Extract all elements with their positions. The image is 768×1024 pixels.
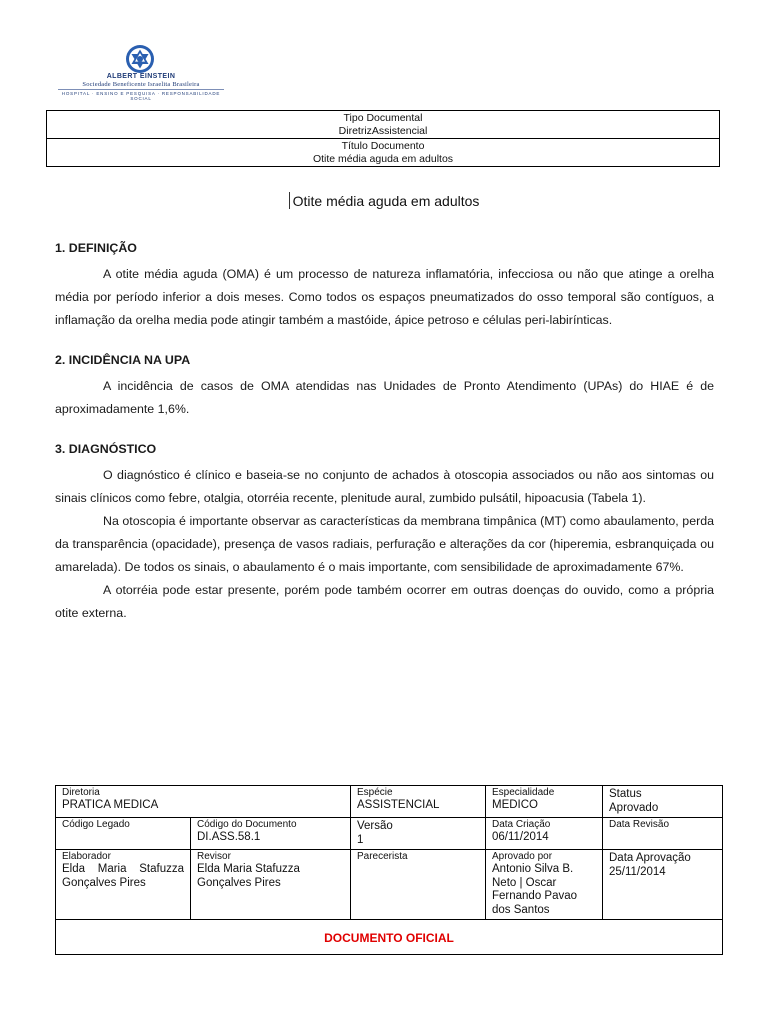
versao-label: Versão xyxy=(357,820,393,832)
aprovado-por-label: Aprovado por xyxy=(492,851,553,862)
revisor-value: Elda Maria Stafuzza Gonçalves Pires xyxy=(197,863,300,889)
elaborador-label: Elaborador xyxy=(62,851,111,862)
data-criacao-value: 06/11/2014 xyxy=(492,831,549,843)
revisor-cell xyxy=(191,850,351,920)
data-revisao-label: Data Revisão xyxy=(609,819,670,830)
status-label: Status xyxy=(609,788,642,800)
table-row xyxy=(56,920,723,955)
logo-tagline: HOSPITAL · ENSINO E PESQUISA · RESPONSABILIDADE SOCIAL xyxy=(61,91,221,101)
codigo-documento-label: Código do Documento xyxy=(197,819,297,830)
paragraph: A otite média aguda (OMA) é um processo de natureza inflamatória, infecciosa ou não que atinge a orelha média por período inferior a dois meses. Como todos os espaços pneumatizados do osso temporal são contíguos, a inflamação da orelha media pode atingir também a mastóide, ápice petroso e células peri-labirínticas. xyxy=(55,267,714,327)
especie-cell xyxy=(351,786,486,818)
paragraph: O diagnóstico é clínico e baseia-se no conjunto de achados à otoscopia associados ou não aos sintomas ou sinais clínicos como febre, otalgia, otorréia recente, plenitude aural, zumbido pulsátil, hipoacusia (Tabela 1). xyxy=(55,468,714,505)
versao-value: 1 xyxy=(357,834,364,846)
text-cursor xyxy=(289,192,290,209)
elaborador-cell xyxy=(56,850,191,920)
data-criacao-cell xyxy=(486,818,603,850)
versao-cell xyxy=(351,818,486,850)
aprovado-por-cell xyxy=(486,850,603,920)
codigo-documento-cell xyxy=(191,818,351,850)
parecerista-label: Parecerista xyxy=(357,851,408,862)
especie-label: Espécie xyxy=(357,787,393,798)
codigo-documento-value: DI.ASS.58.1 xyxy=(197,831,261,843)
data-aprovacao-cell xyxy=(603,850,723,920)
data-aprovacao-label: Data Aprovação xyxy=(609,852,691,864)
parecerista-cell xyxy=(351,850,486,920)
especialidade-cell xyxy=(486,786,603,818)
logo-name: ALBERT EINSTEIN xyxy=(106,73,176,80)
codigo-legado-cell xyxy=(56,818,191,850)
section-incidencia xyxy=(55,352,714,421)
titulo-documento-label: Título Documento xyxy=(341,140,425,152)
paragraph: A incidência de casos de OMA atendidas nas Unidades de Pronto Atendimento (UPAs) do HIAE é de aproximadamente 1,6%. xyxy=(55,379,714,416)
document-header-box xyxy=(46,110,720,167)
data-revisao-cell xyxy=(603,818,723,850)
especialidade-value: MEDICO xyxy=(492,799,538,811)
aprovado-por-value: Antonio Silva B. Neto | Oscar Fernando Pavao dos Santos xyxy=(492,863,578,916)
document-title-text: Otite média aguda em adultos xyxy=(292,193,480,209)
section-heading: 2. INCIDÊNCIA NA UPA xyxy=(55,353,191,367)
revisor-label: Revisor xyxy=(197,851,231,862)
tipo-documental-value: DiretrizAssistencial xyxy=(338,125,428,137)
elaborador-value: Elda Maria Stafuzza Gonçalves Pires xyxy=(62,863,184,889)
table-row xyxy=(56,850,723,920)
tipo-documental-cell xyxy=(47,111,719,138)
paragraph: Na otoscopia é importante observar as características da membrana timpânica (MT) como abaulamento, perda da transparência (opacidade), presença de vasos radiais, perfuração e alterações da cor (hiperemia, esbranquiçada ou amarelada). De todos os sinais, o abaulamento é o mais importante, com sensibilidade de aproximadamente 67%. xyxy=(55,514,714,574)
diretoria-label: Diretoria xyxy=(62,787,100,798)
status-cell xyxy=(603,786,723,818)
section-definicao xyxy=(55,240,714,332)
titulo-documento-value: Otite média aguda em adultos xyxy=(312,153,454,165)
data-criacao-label: Data Criação xyxy=(492,819,551,830)
paragraph: A otorréia pode estar presente, porém pode também ocorrer em outras doenças do ouvido, como a própria otite externa. xyxy=(55,583,714,620)
documento-oficial-label: DOCUMENTO OFICIAL xyxy=(324,931,454,945)
diretoria-cell xyxy=(56,786,351,818)
diretoria-value: PRATICA MEDICA xyxy=(62,799,159,811)
data-aprovacao-value: 25/11/2014 xyxy=(609,866,666,878)
table-row xyxy=(56,818,723,850)
document-title xyxy=(0,192,768,209)
section-diagnostico xyxy=(55,441,714,625)
section-heading: 1. DEFINIÇÃO xyxy=(55,241,137,255)
especie-value: ASSISTENCIAL xyxy=(357,799,440,811)
albert-einstein-logo xyxy=(56,44,226,100)
documento-oficial-cell xyxy=(56,920,723,955)
document-metadata-table xyxy=(55,785,723,955)
especialidade-label: Especialidade xyxy=(492,787,555,798)
tipo-documental-label: Tipo Documental xyxy=(343,112,423,124)
logo-subtitle: Sociedade Beneficente Israelita Brasileira xyxy=(82,81,200,88)
table-row xyxy=(56,786,723,818)
star-of-david-logo-icon xyxy=(122,44,158,74)
codigo-legado-label: Código Legado xyxy=(62,819,130,830)
titulo-documento-cell xyxy=(47,138,719,166)
section-heading: 3. DIAGNÓSTICO xyxy=(55,442,157,456)
document-body xyxy=(55,240,714,645)
codigo-legado-value xyxy=(62,831,184,845)
status-value: Aprovado xyxy=(609,802,659,814)
logo-divider xyxy=(58,89,224,90)
